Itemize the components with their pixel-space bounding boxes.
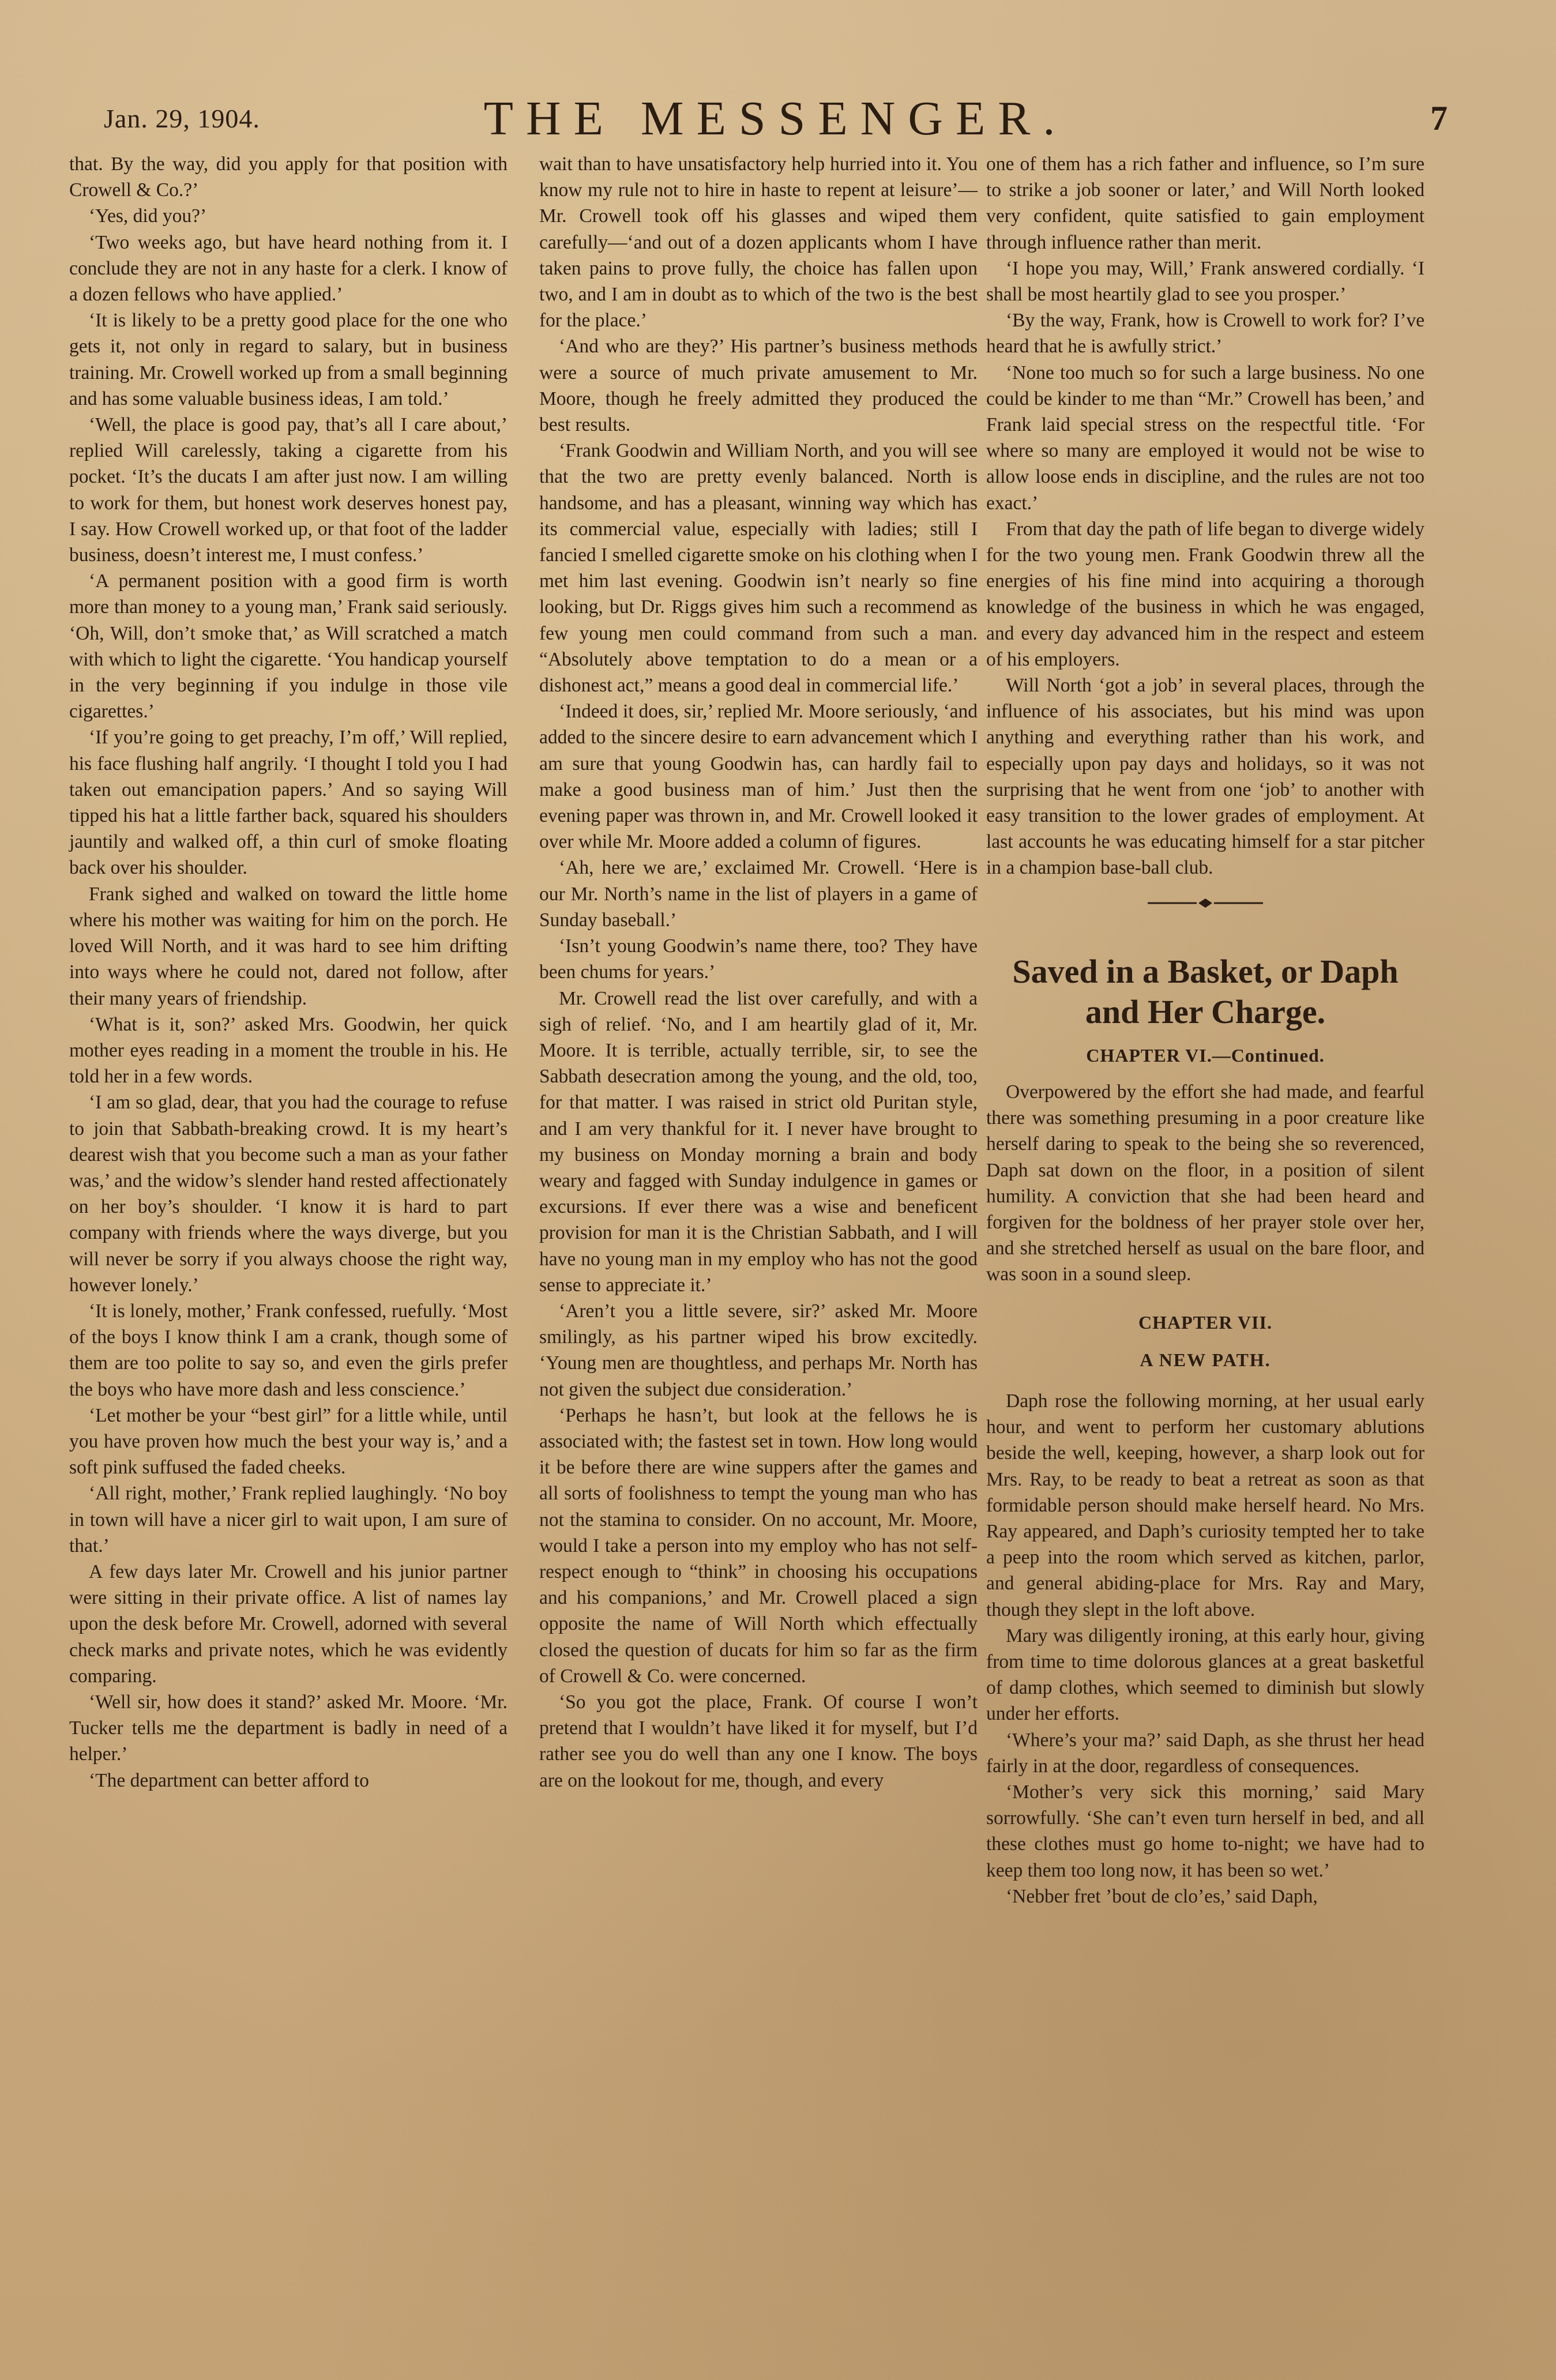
story-title-line-2: and Her Charge. <box>1085 992 1326 1031</box>
paragraph: that. By the way, did you apply for that position with Crowell & Co.?’ <box>69 153 508 201</box>
story-title <box>986 952 1425 1032</box>
newspaper-title: THE MESSENGER. <box>483 91 1068 145</box>
page-number: 7 <box>1430 99 1448 137</box>
paragraph: ‘Mother’s very sick this morning,’ said Mary sorrowfully. ‘She can’t even turn herself in bed, and all these clothes must go home to-night; we have had to keep them too long now, it has been so wet.’ <box>986 1781 1425 1881</box>
paragraph: ‘Well, the place is good pay, that’s all I care about,’ replied Will carelessly, taking a cigarette from his pocket. ‘It’s the ducats I am after just now. I am willing to work for them, but honest work deserves honest pay, I say. How Crowell worked up, or that foot of the ladder business, doesn’t interest me, I must confess.’ <box>69 414 508 566</box>
story-title-line-1: Saved in a Basket, or Daph <box>1012 952 1399 990</box>
paragraph: Mr. Crowell read the list over carefully, and with a sigh of relief. ‘No, and I am heartily glad of it, Mr. Moore. It is terrible, actually terrible, sir, to see the Sabbath desecration among the young, and the old, too, for that matter. I was raised in strict old Puritan style, and I am very thankful for it. I never have brought to my business on Monday morning a brain and body weary and fagged with Sunday indulgence in games or excursions. If ever there was a wise and beneficent provision for man it is the Christian Sabbath, and I will have no young man in my employ who has not the good sense to appreciate it.’ <box>539 987 978 1296</box>
paragraph: ‘Two weeks ago, but have heard nothing from it. I conclude they are not in any haste for a clerk. I know of a dozen fellows who have applied.’ <box>69 231 508 306</box>
paragraph: one of them has a rich father and influence, so I’m sure to strike a job sooner or later,’ and Will North looked very confident, quite satisfied to gain employment through influence rather than merit. <box>986 153 1425 253</box>
paragraph: ‘It is likely to be a pretty good place for the one who gets it, not only in regard to salary, but in business training. Mr. Crowell worked up from a small beginning and has some valuable business ideas, I am told.’ <box>69 310 508 409</box>
paragraph: ‘Perhaps he hasn’t, but look at the fellows he is associated with; the fastest set in town. How long would it be before there are wine suppers after the games and all sorts of foolishness to tempt the young man who has not the stamina to consider. On no account, Mr. Moore, would I take a person into my employ who has not self-respect enough to “think” in choosing his occupations and his companions,’ and Mr. Crowell placed a sign opposite the name of Will North which effectually closed the question of ducats for him so far as the firm of Crowell & Co. were concerned. <box>539 1404 978 1687</box>
paragraph: ‘Yes, did you?’ <box>89 205 207 227</box>
chapter-7-subheading: A NEW PATH. <box>1140 1349 1271 1370</box>
paragraph: ‘I am so glad, dear, that you had the courage to refuse to join that Sabbath-breaking crowd. It is my heart’s dearest wish that you become such a man as your father was,’ and the widow’s slender hand rested affectionately on her boy’s shoulder. ‘I know it is hard to part company with friends where the ways diverge, but you will never be sorry if you always choose the right way, however lonely.’ <box>69 1092 508 1296</box>
paragraph: ‘Let mother be your “best girl” for a little while, until you have proven how much the best your way is,’ and a soft pink suffused the faded cheeks. <box>69 1404 508 1479</box>
paragraph: ‘By the way, Frank, how is Crowell to work for? I’ve heard that he is awfully strict.’ <box>986 310 1425 358</box>
paragraph: ‘And who are they?’ His partner’s business methods were a source of much private amusement to Mr. Moore, though he freely admitted they produced the best results. <box>539 336 978 436</box>
paragraph: ‘Isn’t young Goodwin’s name there, too? They have been chums for years.’ <box>539 935 978 983</box>
column-3 <box>986 151 1425 1909</box>
paragraph: ‘Indeed it does, sir,’ replied Mr. Moore seriously, ‘and added to the sincere desire to earn advancement which I am sure that young Goodwin has, can hardly fail to make a good business man of him.’ Just then the evening paper was thrown in, and Mr. Crowell looked it over while Mr. Moore added a column of figures. <box>539 701 978 853</box>
paragraph: Mary was diligently ironing, at this early hour, giving from time to time dolorous glances at a great basketful of damp clothes, which seemed to diminish but slowly under her efforts. <box>986 1625 1425 1725</box>
paragraph: A few days later Mr. Crowell and his junior partner were sitting in their private office. A list of names lay upon the desk before Mr. Crowell, adorned with several check marks and private notes, which he was evidently comparing. <box>69 1561 508 1687</box>
masthead <box>104 87 1448 150</box>
paragraph: ‘A permanent position with a good firm is worth more than money to a young man,’ Frank said seriously. ‘Oh, Will, don’t smoke that,’ as Will scratched a match with which to light the cigarette. ‘You handicap yourself in the very beginning if you indulge in those vile cigarettes.’ <box>69 570 508 723</box>
paragraph: ‘Ah, here we are,’ exclaimed Mr. Crowell. ‘Here is our Mr. North’s name in the list of players in a game of Sunday baseball.’ <box>539 857 978 931</box>
issue-date: Jan. 29, 1904. <box>104 103 260 133</box>
column-1 <box>69 151 508 1794</box>
paragraph: ‘So you got the place, Frank. Of course I won’t pretend that I wouldn’t have liked it for myself, but I’d rather see you do well than any one I know. The boys are on the lookout for me, though, and every <box>539 1691 978 1791</box>
paragraph: ‘None too much so for such a large business. No one could be kinder to me than “Mr.” Crowell has been,’ and Frank laid special stress on the respectful title. ‘For where so many are employed it would not be wise to allow loose ends in discipline, and the rules are not too exact.’ <box>986 362 1425 514</box>
paragraph: ‘Aren’t you a little severe, sir?’ asked Mr. Moore smilingly, as his partner wiped his brow excitedly. ‘Young men are thoughtless, and perhaps Mr. North has not given the subject due consideration.’ <box>539 1300 978 1400</box>
paragraph: Daph rose the following morning, at her usual early hour, and went to perform her customary ablutions beside the well, keeping, however, a sharp look out for Mrs. Ray, to be ready to beat a retreat as soon as that formidable person should make herself heard. No Mrs. Ray appeared, and Daph’s curiosity tempted her to take a peep into the room which served as kitchen, parlor, and general abiding-place for Mrs. Ray and Mary, though they slept in the loft above. <box>986 1390 1425 1620</box>
section-divider <box>986 892 1425 915</box>
paragraph: ‘I hope you may, Will,’ Frank answered cordially. ‘I shall be most heartily glad to see you prosper.’ <box>986 257 1425 306</box>
paragraph: Will North ‘got a job’ in several places, through the influence of his associates, but his mind was upon anything and everything rather than his work, and especially upon pay days and holidays, so it was not surprising that he went from one ‘job’ to another with easy transition to the lower grades of employment. At last accounts he was educating himself for a star pitcher in a champion base-ball club. <box>986 675 1425 879</box>
paragraph: From that day the path of life began to diverge widely for the two young men. Frank Goodwin threw all the energies of his fine mind into acquiring a thorough knowledge of the business in which he was engaged, and every day advanced him in the respect and esteem of his employers. <box>986 518 1425 670</box>
paragraph: Frank sighed and walked on toward the little home where his mother was waiting for him on the porch. He loved Will North, and it was hard to see him drifting into ways where he could not, dared not follow, after their many years of friendship. <box>69 883 508 1009</box>
paragraph: Overpowered by the effort she had made, and fearful there was something presuming in a poor creature like herself daring to speak to the being she so reverenced, Daph sat down on the floor, in a position of silent humility. A conviction that she had been heard and forgiven for the boldness of her prayer stole over her, and she stretched herself as usual on the bare floor, and was soon in a sound sleep. <box>986 1081 1425 1285</box>
paragraph: ‘It is lonely, mother,’ Frank confessed, ruefully. ‘Most of the boys I know think I am a crank, though some of them are too polite to say so, and even the girls prefer the boys who have more dash and less conscience.’ <box>69 1300 508 1400</box>
paragraph: ‘Frank Goodwin and William North, and you will see that the two are pretty evenly balanced. North is handsome, and has a pleasant, winning way which has its commercial value, especially with ladies; still I fancied I smelled cigarette smoke on his clothing when I met him last evening. Goodwin isn’t nearly so fine looking, but Dr. Riggs gives him such a recommend as few young men could command from such a man. “Absolutely above temptation to do a mean or a dishonest act,” means a good deal in commercial life.’ <box>539 440 978 697</box>
chapter-7-heading: CHAPTER VII. <box>1138 1311 1272 1333</box>
paragraph: ‘Well sir, how does it stand?’ asked Mr. Moore. ‘Mr. Tucker tells me the department is badly in need of a helper.’ <box>69 1691 508 1765</box>
column-2 <box>539 151 978 1794</box>
paragraph: ‘Nebber fret ’bout de clo’es,’ said Daph, <box>1006 1885 1318 1907</box>
paragraph: ‘If you’re going to get preachy, I’m off,’ Will replied, his face flushing half angrily. ‘I thought I told you I had taken out emancipation papers.’ And so saying Will tipped his hat a little farther back, squared his shoulders jauntily and walked off, a thin curl of smoke floating back over his shoulder. <box>69 727 508 879</box>
paragraph: ‘What is it, son?’ asked Mrs. Goodwin, her quick mother eyes reading in a moment the trouble in his. He told her in a few words. <box>69 1013 508 1088</box>
chapter-6-heading: CHAPTER VI.—Continued. <box>1086 1044 1325 1066</box>
paragraph: ‘Where’s your ma?’ said Daph, as she thrust her head fairly in at the door, regardless of consequences. <box>986 1729 1425 1777</box>
paragraph: ‘All right, mother,’ Frank replied laughingly. ‘No boy in town will have a nicer girl to wait upon, I am sure of that.’ <box>69 1483 508 1556</box>
divider-rule-icon <box>1148 897 1263 909</box>
paragraph: wait than to have unsatisfactory help hurried into it. You know my rule not to hire in haste to repent at leisure’—Mr. Crowell took off his glasses and wiped them carefully—‘and out of a dozen applicants whom I have taken pains to prove fully, the choice has fallen upon two, and I am in doubt as to which of the two is the best for the place.’ <box>539 153 978 332</box>
paragraph: ‘The department can better afford to <box>89 1769 369 1791</box>
